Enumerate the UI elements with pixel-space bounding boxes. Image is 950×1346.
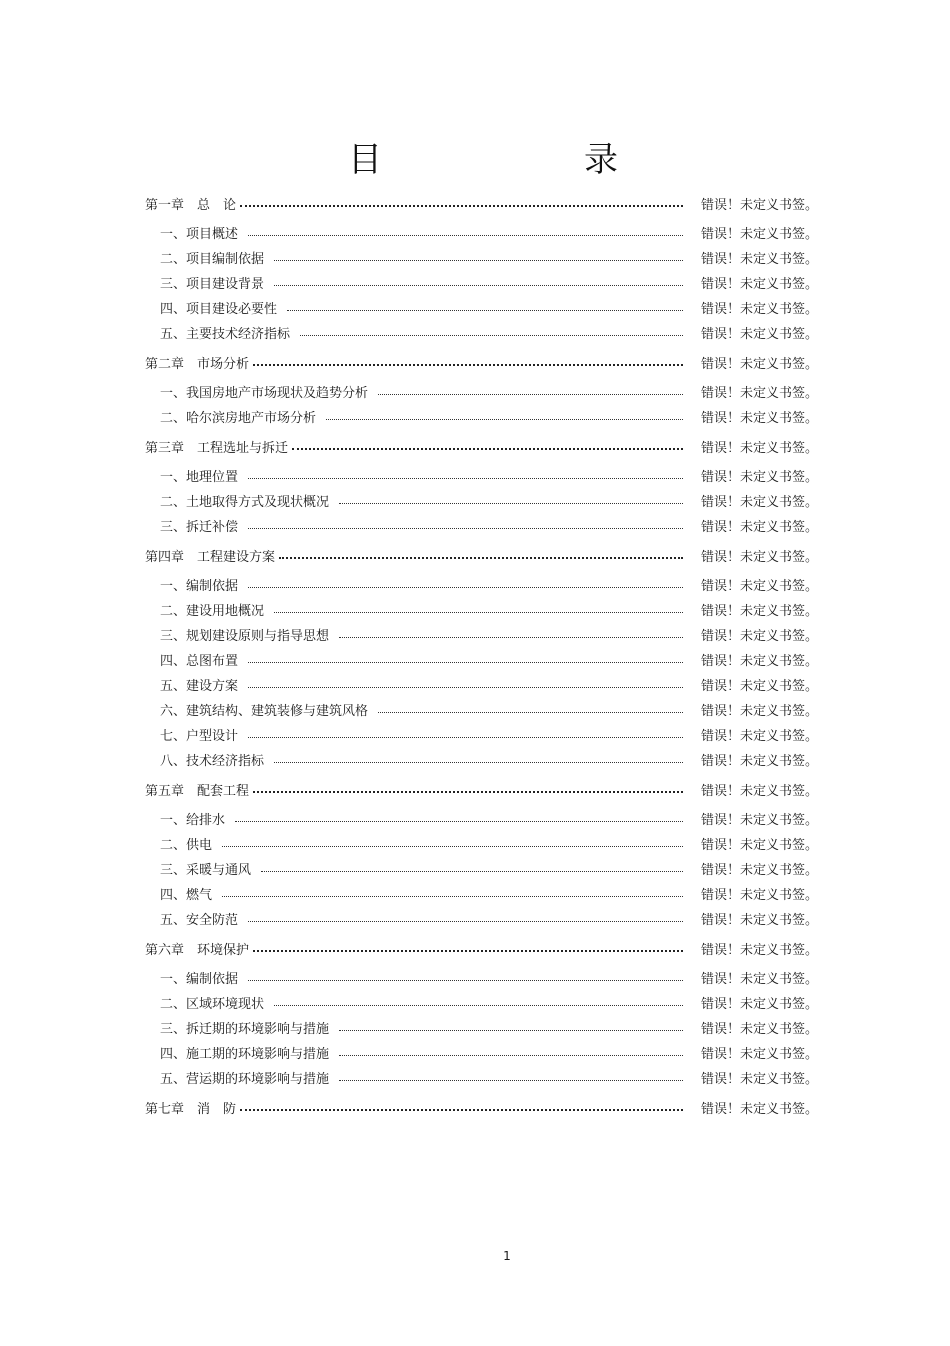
toc-section-entry[interactable] — [145, 320, 825, 345]
toc-page-reference: 错误！未定义书签。 — [701, 972, 819, 987]
toc-page-reference: 错误！未定义书签。 — [701, 1022, 819, 1037]
toc-page-reference: 错误！未定义书签。 — [701, 629, 819, 644]
dot-leader — [248, 980, 683, 981]
dot-leader — [240, 205, 683, 207]
toc-chapter-entry[interactable] — [145, 429, 825, 463]
toc-section-entry[interactable] — [145, 1040, 825, 1065]
toc-entry-label: 四、总图布置 — [160, 654, 239, 669]
toc-entry-label: 五、主要技术经济指标 — [160, 327, 291, 342]
toc-section-entry[interactable] — [145, 463, 825, 488]
toc-page-reference: 错误！未定义书签。 — [701, 888, 819, 903]
toc-page-reference: 错误！未定义书签。 — [701, 604, 819, 619]
dot-leader — [248, 235, 683, 236]
toc-entry-label: 八、技术经济指标 — [160, 754, 265, 769]
toc-section-entry[interactable] — [145, 672, 825, 697]
toc-entry-label: 第三章 工程选址与拆迁 — [145, 440, 289, 456]
dot-leader — [222, 896, 683, 897]
toc-entry-label: 二、土地取得方式及现状概况 — [160, 495, 330, 510]
dot-leader — [279, 557, 683, 559]
toc-entry-label: 一、我国房地产市场现状及趋势分析 — [160, 386, 369, 401]
toc-section-entry[interactable] — [145, 513, 825, 538]
toc-chapter-entry[interactable] — [145, 931, 825, 965]
toc-page-reference: 错误！未定义书签。 — [701, 997, 819, 1012]
toc-entry-label: 七、户型设计 — [160, 729, 239, 744]
toc-chapter-entry[interactable] — [145, 1090, 825, 1124]
dot-leader — [253, 950, 683, 952]
toc-page-reference: 错误！未定义书签。 — [701, 679, 819, 694]
toc-section-entry[interactable] — [145, 965, 825, 990]
dot-leader — [287, 310, 683, 311]
toc-section-entry[interactable] — [145, 722, 825, 747]
toc-section-entry[interactable] — [145, 379, 825, 404]
toc-section-entry[interactable] — [145, 906, 825, 931]
table-of-contents — [145, 186, 825, 1124]
toc-entry-label: 二、哈尔滨房地产市场分析 — [160, 411, 317, 426]
toc-entry-label: 二、建设用地概况 — [160, 604, 265, 619]
toc-chapter-entry[interactable] — [145, 772, 825, 806]
toc-entry-label: 一、编制依据 — [160, 972, 239, 987]
toc-section-entry[interactable] — [145, 697, 825, 722]
toc-entry-label: 二、项目编制依据 — [160, 252, 265, 267]
toc-entry-label: 第七章 消 防 — [145, 1101, 237, 1117]
dot-leader — [248, 737, 683, 738]
toc-page-reference: 错误！未定义书签。 — [701, 1047, 819, 1062]
dot-leader — [253, 364, 683, 366]
toc-page-reference: 错误！未定义书签。 — [701, 549, 819, 565]
toc-entry-label: 三、规划建设原则与指导思想 — [160, 629, 330, 644]
toc-page-reference: 错误！未定义书签。 — [701, 754, 819, 769]
toc-page-reference: 错误！未定义书签。 — [701, 942, 819, 958]
toc-page-reference: 错误！未定义书签。 — [701, 252, 819, 267]
toc-page-reference: 错误！未定义书签。 — [701, 302, 819, 317]
toc-section-entry[interactable] — [145, 622, 825, 647]
dot-leader — [274, 260, 683, 261]
dot-leader — [248, 687, 683, 688]
toc-page-reference: 错误！未定义书签。 — [701, 277, 819, 292]
dot-leader — [339, 637, 683, 638]
toc-entry-label: 三、项目建设背景 — [160, 277, 265, 292]
dot-leader — [274, 612, 683, 613]
toc-entry-label: 一、编制依据 — [160, 579, 239, 594]
toc-entry-label: 一、地理位置 — [160, 470, 239, 485]
toc-entry-label: 四、燃气 — [160, 888, 213, 903]
toc-page-reference: 错误！未定义书签。 — [701, 863, 819, 878]
toc-entry-label: 第四章 工程建设方案 — [145, 549, 276, 565]
toc-section-entry[interactable] — [145, 572, 825, 597]
toc-page-reference: 错误！未定义书签。 — [701, 440, 819, 456]
toc-page-reference: 错误！未定义书签。 — [701, 813, 819, 828]
dot-leader — [339, 1030, 683, 1031]
toc-section-entry[interactable] — [145, 270, 825, 295]
toc-page-reference: 错误！未定义书签。 — [701, 729, 819, 744]
toc-page-reference: 错误！未定义书签。 — [701, 470, 819, 485]
dot-leader — [274, 1005, 683, 1006]
toc-entry-label: 一、项目概述 — [160, 227, 239, 242]
toc-section-entry[interactable] — [145, 856, 825, 881]
dot-leader — [248, 478, 683, 479]
toc-page-reference: 错误！未定义书签。 — [701, 913, 819, 928]
toc-entry-label: 六、建筑结构、建筑装修与建筑风格 — [160, 704, 369, 719]
dot-leader — [248, 921, 683, 922]
dot-leader — [248, 662, 683, 663]
dot-leader — [235, 821, 683, 822]
toc-page-reference: 错误！未定义书签。 — [701, 386, 819, 401]
toc-section-entry[interactable] — [145, 881, 825, 906]
dot-leader — [300, 335, 683, 336]
toc-chapter-entry[interactable] — [145, 345, 825, 379]
dot-leader — [339, 1055, 683, 1056]
toc-section-entry[interactable] — [145, 647, 825, 672]
toc-entry-label: 第五章 配套工程 — [145, 783, 250, 799]
toc-section-entry[interactable] — [145, 295, 825, 320]
toc-section-entry[interactable] — [145, 488, 825, 513]
page-title: 目 录 — [348, 140, 702, 180]
toc-section-entry[interactable] — [145, 404, 825, 429]
dot-leader — [378, 394, 683, 395]
dot-leader — [222, 846, 683, 847]
toc-page-reference: 错误！未定义书签。 — [701, 654, 819, 669]
toc-entry-label: 二、供电 — [160, 838, 213, 853]
toc-entry-label: 四、项目建设必要性 — [160, 302, 278, 317]
page-number: 1 — [503, 1249, 511, 1263]
toc-entry-label: 一、给排水 — [160, 813, 226, 828]
toc-page-reference: 错误！未定义书签。 — [701, 783, 819, 799]
toc-entry-label: 五、营运期的环境影响与措施 — [160, 1072, 330, 1087]
toc-page-reference: 错误！未定义书签。 — [701, 1101, 819, 1117]
toc-entry-label: 三、采暖与通风 — [160, 863, 252, 878]
toc-page-reference: 错误！未定义书签。 — [701, 838, 819, 853]
dot-leader — [253, 791, 683, 793]
toc-page-reference: 错误！未定义书签。 — [701, 1072, 819, 1087]
toc-section-entry[interactable] — [145, 597, 825, 622]
toc-page-reference: 错误！未定义书签。 — [701, 704, 819, 719]
toc-page-reference: 错误！未定义书签。 — [701, 327, 819, 342]
dot-leader — [339, 503, 683, 504]
toc-section-entry[interactable] — [145, 245, 825, 270]
toc-page-reference: 错误！未定义书签。 — [701, 520, 819, 535]
toc-entry-label: 第一章 总 论 — [145, 197, 237, 213]
toc-section-entry[interactable] — [145, 990, 825, 1015]
dot-leader — [326, 419, 683, 420]
dot-leader — [248, 587, 683, 588]
dot-leader — [248, 528, 683, 529]
toc-entry-label: 五、安全防范 — [160, 913, 239, 928]
toc-entry-label: 四、施工期的环境影响与措施 — [160, 1047, 330, 1062]
toc-section-entry[interactable] — [145, 806, 825, 831]
dot-leader — [261, 871, 683, 872]
toc-chapter-entry[interactable] — [145, 538, 825, 572]
dot-leader — [339, 1080, 683, 1081]
toc-chapter-entry[interactable] — [145, 186, 825, 220]
toc-section-entry[interactable] — [145, 747, 825, 772]
toc-page-reference: 错误！未定义书签。 — [701, 197, 819, 213]
dot-leader — [274, 762, 683, 763]
toc-section-entry[interactable] — [145, 1015, 825, 1040]
toc-entry-label: 第二章 市场分析 — [145, 356, 250, 372]
toc-entry-label: 二、区域环境现状 — [160, 997, 265, 1012]
toc-page-reference: 错误！未定义书签。 — [701, 411, 819, 426]
toc-section-entry[interactable] — [145, 220, 825, 245]
toc-section-entry[interactable] — [145, 831, 825, 856]
toc-page-reference: 错误！未定义书签。 — [701, 227, 819, 242]
toc-entry-label: 五、建设方案 — [160, 679, 239, 694]
toc-entry-label: 三、拆迁期的环境影响与措施 — [160, 1022, 330, 1037]
dot-leader — [240, 1109, 683, 1111]
toc-entry-label: 第六章 环境保护 — [145, 942, 250, 958]
toc-entry-label: 三、拆迁补偿 — [160, 520, 239, 535]
toc-page-reference: 错误！未定义书签。 — [701, 579, 819, 594]
dot-leader — [292, 448, 683, 450]
dot-leader — [378, 712, 683, 713]
toc-page-reference: 错误！未定义书签。 — [701, 356, 819, 372]
toc-section-entry[interactable] — [145, 1065, 825, 1090]
dot-leader — [274, 285, 683, 286]
toc-page-reference: 错误！未定义书签。 — [701, 495, 819, 510]
